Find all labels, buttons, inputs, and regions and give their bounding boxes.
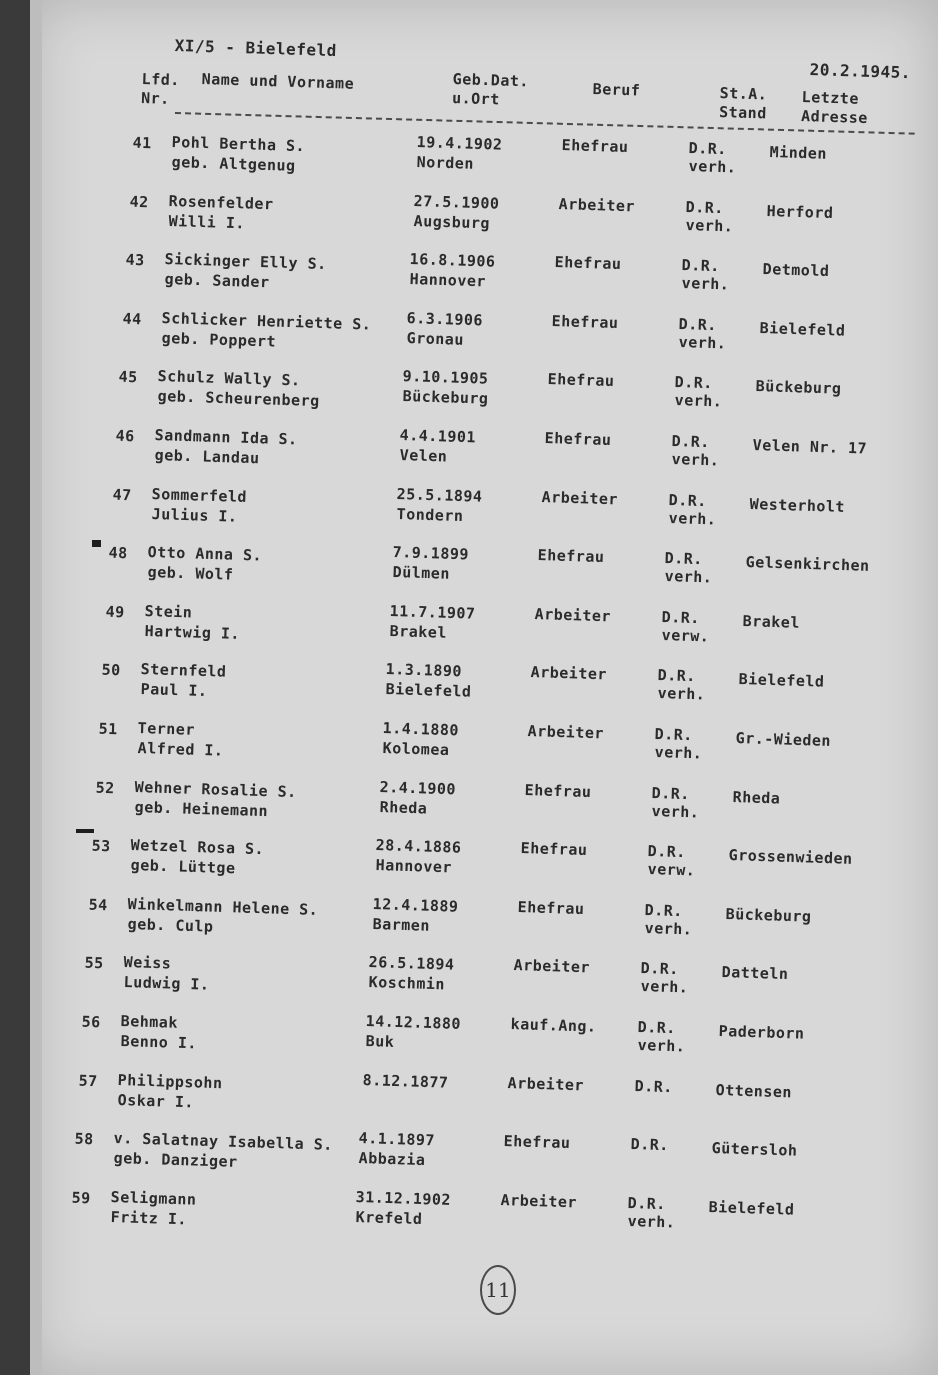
entry-name: Sommerfeld: [151, 484, 247, 506]
entry-occupation: Ehefrau: [554, 253, 622, 274]
entry-number: 57: [77, 1071, 98, 1090]
entry-birth-date: 28.4.1886: [375, 836, 462, 857]
entry-last-address: Herford: [766, 201, 834, 222]
entry-name: Stein: [144, 601, 193, 622]
entry-marital-status: verh.: [688, 157, 737, 177]
entry-number: 51: [98, 719, 118, 739]
entry-marital-status: verh.: [640, 977, 690, 997]
entry-birth-date: 4.1.1897: [358, 1129, 436, 1150]
column-header-nr: Lfd. Nr.: [140, 70, 181, 108]
entry-birth-place: Hannover: [409, 270, 487, 291]
entry-name-detail: geb. Landau: [154, 446, 260, 468]
entry-occupation: Arbeiter: [534, 604, 612, 626]
table-row: [61, 1012, 938, 1070]
entry-last-address: Rheda: [732, 787, 781, 808]
entry-birth-date: 6.3.1906: [406, 308, 484, 330]
entry-occupation: Arbeiter: [507, 1073, 584, 1094]
entry-name-detail: Fritz I.: [110, 1207, 188, 1229]
entry-occupation: Arbeiter: [513, 956, 591, 977]
entry-last-address: Bielefeld: [759, 318, 846, 340]
entry-birth-place: Velen: [399, 446, 448, 466]
document-date: 20.2.1945.: [809, 60, 912, 83]
entry-last-address: Brakel: [742, 611, 800, 632]
entry-name: Wetzel Rosa S.: [130, 836, 265, 859]
table-row: [68, 895, 938, 953]
entry-occupation: Arbeiter: [541, 487, 618, 508]
column-header-address: Letzte Adresse: [800, 88, 869, 128]
entry-last-address: Grossenwieden: [728, 846, 854, 869]
entry-birth-place: Bückeburg: [402, 387, 490, 409]
entry-name: Pohl Bertha S.: [171, 133, 306, 156]
entry-birth-date: 16.8.1906: [409, 250, 496, 271]
entry-occupation: Ehefrau: [561, 136, 629, 157]
document-title: XI/5 - Bielefeld: [174, 36, 338, 61]
entry-citizenship: D.R.: [627, 1193, 666, 1213]
ink-speck: [92, 540, 101, 547]
entry-name-detail: geb. Lüttge: [130, 856, 236, 878]
table-row: [95, 426, 938, 484]
entry-occupation: Ehefrau: [544, 429, 612, 450]
entry-citizenship: D.R.: [651, 783, 690, 803]
entry-occupation: Arbeiter: [558, 194, 635, 215]
entry-birth-date: 12.4.1889: [372, 894, 459, 916]
entry-birth-place: Brakel: [389, 621, 447, 642]
entry-last-address: Gütersloh: [711, 1139, 798, 1160]
entry-name: Seligmann: [110, 1187, 197, 1209]
entry-marital-status: verh.: [674, 391, 724, 411]
entry-name-detail: geb. Scheurenberg: [157, 387, 321, 411]
entry-name-detail: Julius I.: [151, 504, 238, 526]
entry-occupation: Ehefrau: [517, 897, 585, 918]
table-row: [58, 1071, 938, 1129]
page-number-mark: 11: [480, 1265, 516, 1315]
entry-number: 42: [128, 192, 149, 211]
entry-last-address: Datteln: [721, 963, 790, 984]
entry-last-address: Gelsenkirchen: [745, 553, 871, 576]
entry-citizenship: D.R.: [644, 900, 683, 920]
entry-citizenship: D.R.: [647, 842, 687, 862]
column-header-date: Geb.Dat. u.Ort: [451, 70, 530, 109]
entry-name: Schulz Wally S.: [157, 367, 302, 390]
entry-number: 44: [122, 309, 142, 329]
entry-birth-place: Abbazia: [358, 1149, 426, 1170]
entry-birth-date: 9.10.1905: [402, 367, 490, 389]
entry-birth-place: Buk: [365, 1032, 395, 1051]
entry-last-address: Velen Nr. 17: [752, 436, 868, 458]
entry-number: 59: [71, 1188, 91, 1208]
entry-last-address: Westerholt: [749, 494, 845, 516]
entry-citizenship: D.R.: [654, 725, 694, 745]
column-header-stand: St.A. Stand: [718, 84, 768, 123]
entry-marital-status: verh.: [627, 1211, 676, 1232]
table-row: [88, 543, 938, 601]
entry-name: Sandmann Ida S.: [154, 426, 298, 449]
entry-marital-status: verh.: [637, 1036, 686, 1056]
entry-name-detail: geb. Sander: [164, 270, 270, 292]
entry-last-address: Paderborn: [718, 1022, 805, 1043]
entry-occupation: kauf.Ang.: [510, 1015, 597, 1036]
entry-number: 47: [111, 485, 132, 504]
entry-name: Sickinger Elly S.: [164, 250, 328, 274]
entry-birth-place: Dülmen: [392, 563, 451, 583]
document-sheet: [30, 0, 938, 1375]
entry-name-detail: geb. Altgenug: [171, 153, 296, 175]
table-row: [54, 1129, 938, 1187]
entry-last-address: Gr.-Wieden: [735, 729, 832, 750]
table-row: [85, 602, 938, 660]
entry-citizenship: D.R.: [661, 607, 700, 627]
entry-number: 55: [84, 954, 105, 973]
entry-name: Behmak: [120, 1012, 179, 1032]
entry-name-detail: geb. Heinemann: [134, 797, 268, 820]
entry-last-address: Detmold: [762, 260, 830, 281]
entry-citizenship: D.R.: [671, 432, 711, 452]
entry-last-address: Minden: [769, 143, 828, 163]
entry-birth-place: Hannover: [375, 856, 453, 877]
entry-occupation: Ehefrau: [547, 370, 616, 391]
entry-name-detail: Paul I.: [140, 680, 209, 701]
entry-name: Wehner Rosalie S.: [134, 777, 297, 801]
entry-birth-place: Barmen: [372, 914, 430, 935]
table-row: [105, 250, 938, 308]
entry-birth-date: 11.7.1907: [389, 601, 476, 623]
entry-name-detail: Alfred I.: [137, 739, 224, 760]
entry-occupation: Ehefrau: [537, 546, 605, 567]
entry-citizenship: D.R.: [688, 139, 728, 159]
entry-number: 58: [74, 1129, 95, 1149]
column-header-beruf: Beruf: [592, 80, 641, 100]
entry-number: 48: [108, 543, 129, 563]
entry-marital-status: verw.: [647, 860, 696, 880]
entry-name-detail: geb. Danziger: [113, 1149, 239, 1172]
table-row: [75, 778, 938, 836]
entry-marital-status: verh.: [668, 508, 717, 529]
entry-name: Otto Anna S.: [147, 543, 263, 565]
entry-birth-date: 25.5.1894: [396, 484, 483, 506]
entry-birth-place: Koschmin: [368, 973, 446, 994]
entry-name-detail: geb. Wolf: [147, 563, 234, 584]
entry-name-detail: geb. Poppert: [161, 328, 277, 351]
entry-citizenship: D.R.: [630, 1135, 670, 1155]
entry-last-address: Bückeburg: [755, 377, 843, 399]
table-row: [92, 485, 938, 543]
entry-citizenship: D.R.: [634, 1076, 673, 1096]
ink-speck: [76, 829, 94, 833]
table-row: [102, 309, 938, 367]
entry-birth-place: Kolomea: [382, 739, 450, 760]
entry-citizenship: D.R.: [681, 256, 721, 276]
entry-last-address: Bielefeld: [708, 1197, 795, 1219]
entry-marital-status: verh.: [685, 215, 734, 236]
entry-birth-date: 1.4.1880: [382, 719, 460, 740]
entry-occupation: Ehefrau: [551, 311, 619, 332]
entry-name-detail: geb. Culp: [127, 914, 214, 936]
table-row: [109, 192, 938, 250]
entry-name: Terner: [137, 719, 196, 739]
entry-birth-date: 8.12.1877: [362, 1070, 449, 1092]
entry-citizenship: D.R.: [678, 314, 717, 334]
entry-birth-place: Norden: [416, 153, 475, 173]
entry-number: 45: [118, 368, 139, 387]
entry-birth-place: Augsburg: [413, 211, 490, 232]
entry-birth-date: 4.4.1901: [399, 426, 477, 447]
entry-citizenship: D.R.: [685, 197, 724, 217]
table-row: [71, 836, 938, 894]
entry-number: 43: [125, 250, 146, 270]
entry-last-address: Ottensen: [715, 1080, 792, 1101]
table-row: [51, 1188, 938, 1246]
entry-last-address: Bückeburg: [725, 904, 812, 926]
entry-name-detail: Hartwig I.: [144, 621, 241, 643]
entry-birth-place: Krefeld: [355, 1207, 423, 1228]
entry-name-detail: Benno I.: [120, 1032, 198, 1053]
table-row: [98, 367, 938, 425]
entry-birth-place: Gronau: [406, 328, 464, 349]
entry-marital-status: verh.: [678, 332, 727, 353]
entry-occupation: Arbeiter: [500, 1190, 578, 1212]
table-row: [78, 719, 938, 777]
entry-birth-date: 14.12.1880: [365, 1012, 462, 1033]
entry-occupation: Arbeiter: [527, 722, 605, 743]
entry-number: 56: [81, 1012, 101, 1032]
entry-number: 49: [105, 602, 125, 622]
entry-marital-status: verh.: [671, 450, 720, 470]
entry-marital-status: verh.: [681, 274, 730, 294]
entry-name: Winkelmann Helene S.: [127, 894, 319, 919]
entry-birth-date: 27.5.1900: [413, 191, 500, 213]
entry-name-detail: Ludwig I.: [123, 973, 211, 995]
entry-number: 54: [88, 895, 108, 915]
entry-citizenship: D.R.: [657, 666, 697, 686]
entry-name: Rosenfelder: [168, 191, 274, 213]
entry-birth-date: 2.4.1900: [379, 777, 456, 798]
column-header-name: Name und Vorname: [201, 70, 355, 93]
entry-birth-date: 19.4.1902: [416, 133, 503, 154]
entry-name: Philippsohn: [117, 1070, 223, 1092]
entry-birth-date: 31.12.1902: [355, 1187, 452, 1209]
entry-citizenship: D.R.: [640, 959, 680, 979]
entry-occupation: Ehefrau: [524, 780, 592, 801]
entry-number: 53: [91, 836, 112, 856]
entry-birth-date: 26.5.1894: [368, 953, 456, 975]
entry-occupation: Ehefrau: [503, 1132, 571, 1153]
entry-citizenship: D.R.: [637, 1018, 677, 1038]
entry-marital-status: verh.: [651, 801, 700, 822]
entry-number: 46: [115, 426, 135, 446]
entry-name-detail: Willi I.: [168, 211, 245, 232]
entry-name: Sternfeld: [140, 660, 228, 682]
entry-birth-date: 7.9.1899: [392, 543, 470, 564]
entry-birth-place: Tondern: [396, 504, 464, 525]
entry-name-detail: Oskar I.: [117, 1090, 194, 1111]
entry-citizenship: D.R.: [674, 373, 714, 393]
entry-occupation: Arbeiter: [530, 663, 608, 684]
entry-citizenship: D.R.: [664, 549, 704, 569]
table-row: [64, 953, 938, 1011]
entry-marital-status: verh.: [644, 918, 693, 939]
entry-marital-status: verw.: [661, 625, 710, 646]
entry-marital-status: verh.: [654, 743, 703, 763]
entry-number: 41: [132, 133, 152, 153]
entry-number: 50: [101, 661, 122, 680]
entry-occupation: Ehefrau: [520, 839, 588, 860]
entry-name: Schlicker Henriette S.: [161, 308, 372, 334]
entry-birth-place: Bielefeld: [385, 680, 473, 702]
table-row: [112, 133, 938, 191]
entry-marital-status: verh.: [664, 567, 713, 587]
entry-marital-status: verh.: [657, 684, 707, 704]
entry-birth-place: Rheda: [379, 797, 428, 818]
entry-name: Weiss: [123, 953, 173, 973]
entry-citizenship: D.R.: [668, 490, 707, 510]
table-row: [81, 660, 938, 718]
entry-number: 52: [94, 778, 115, 797]
entry-last-address: Bielefeld: [738, 670, 826, 692]
entry-name: v. Salatnay Isabella S.: [113, 1129, 334, 1155]
entry-birth-date: 1.3.1890: [385, 660, 463, 681]
